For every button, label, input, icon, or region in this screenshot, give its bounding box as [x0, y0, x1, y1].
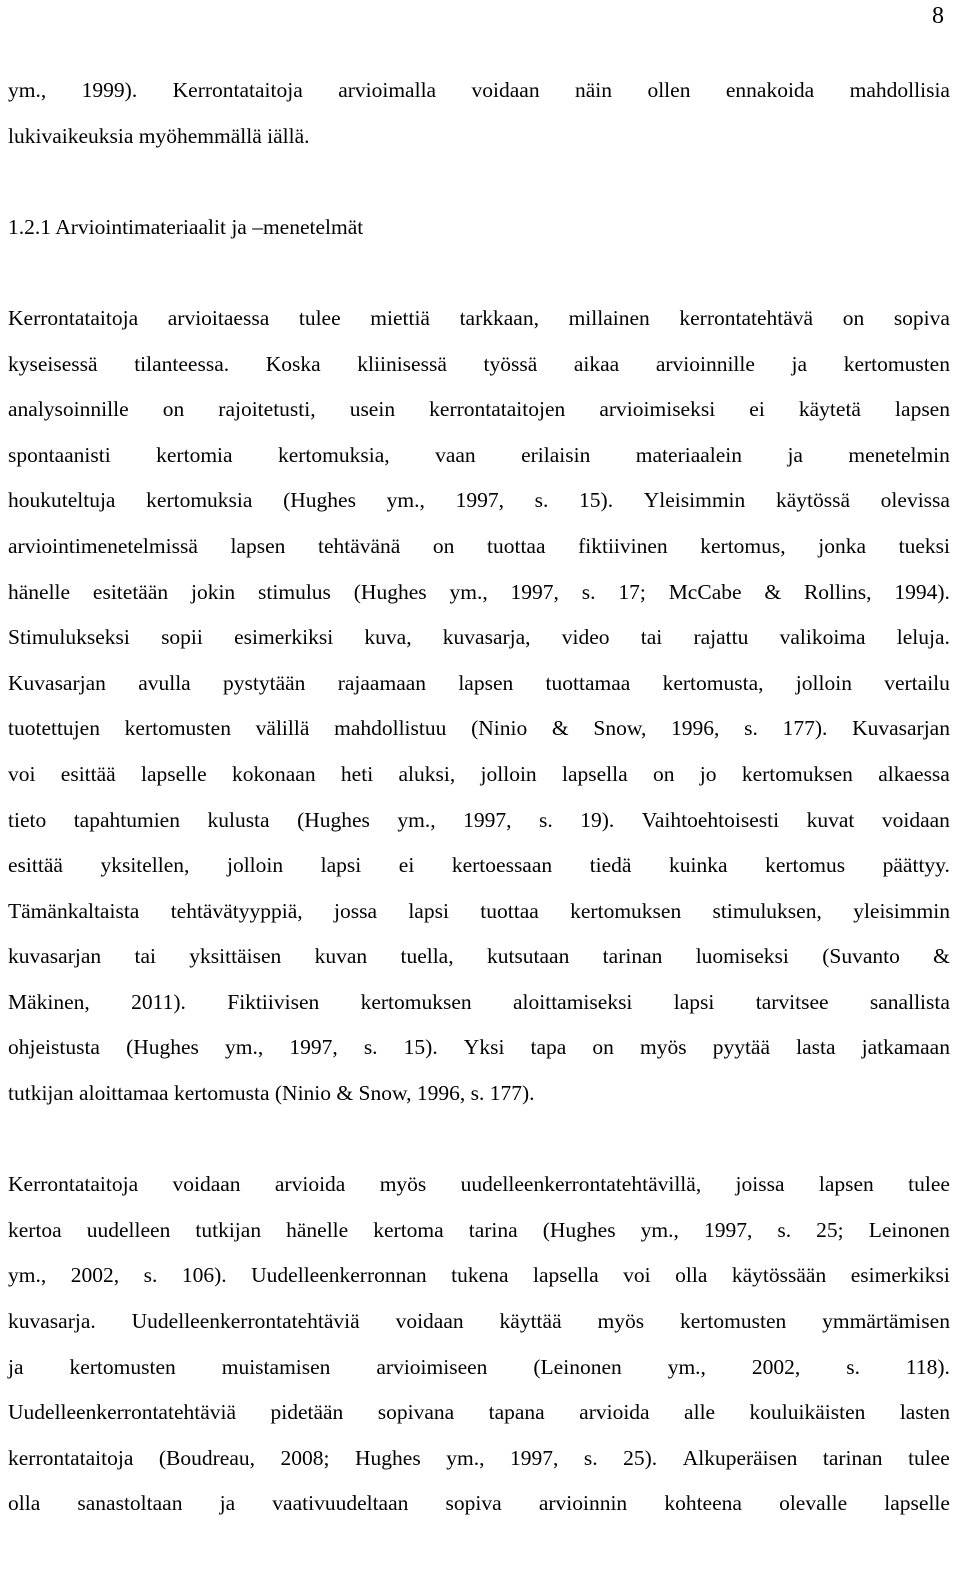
text-line: arviointimenetelmissä lapsen tehtävänä on tuottaa fiktiivinen kertomus, jonka tueksi — [8, 533, 950, 558]
text-line: lukivaikeuksia myöhemmällä iällä. — [8, 123, 310, 148]
text-line: tuotettujen kertomusten välillä mahdollistuu (Ninio & Snow, 1996, s. 177). Kuvasarjan — [8, 716, 950, 741]
intro-paragraph — [8, 68, 950, 159]
text-line: hänelle esitetään jokin stimulus (Hughes ym., 1997, s. 17; McCabe & Rollins, 1994). — [8, 579, 950, 604]
text-line: ja kertomusten muistamisen arvioimiseen (Leinonen ym., 2002, s. 118). — [8, 1354, 950, 1379]
text-line: ym., 2002, s. 106). Uudelleenkerronnan tukena lapsella voi olla käytössään esimerkiksi — [8, 1263, 950, 1288]
text-line: kuvasarja. Uudelleenkerrontatehtäviä voidaan käyttää myös kertomusten ymmärtämisen — [8, 1309, 950, 1334]
page-number: 8 — [932, 3, 944, 29]
text-line: Kuvasarjan avulla pystytään rajaamaan lapsen tuottamaa kertomusta, jolloin vertailu — [8, 670, 950, 695]
text-line: ohjeistusta (Hughes ym., 1997, s. 15). Yksi tapa on myös pyytää lasta jatkamaan — [8, 1035, 950, 1060]
text-line: kerrontataitoja (Boudreau, 2008; Hughes ym., 1997, s. 25). Alkuperäisen tarinan tulee — [8, 1445, 950, 1470]
section-heading: 1.2.1 Arviointimateriaalit ja –menetelmät — [8, 214, 364, 239]
paragraph-gap — [8, 159, 950, 205]
paragraph-gap — [8, 250, 950, 296]
text-line: houkuteltuja kertomuksia (Hughes ym., 1997, s. 15). Yleisimmin käytössä olevissa — [8, 488, 950, 513]
text-line: kyseisessä tilanteessa. Koska kliinisessä työssä aikaa arvioinnille ja kertomusten — [8, 351, 950, 376]
text-line: Tämänkaltaista tehtävätyyppiä, jossa lapsi tuottaa kertomuksen stimuluksen, yleisimmin — [8, 898, 950, 923]
text-line: olla sanastoltaan ja vaativuudeltaan sopiva arvioinnin kohteena olevalle lapselle — [8, 1491, 950, 1516]
text-line: Kerrontataitoja arvioitaessa tulee miettiä tarkkaan, millainen kerrontatehtävä on sopiva — [8, 305, 950, 330]
document-body — [8, 68, 950, 1527]
text-line: Kerrontataitoja voidaan arvioida myös uudelleenkerrontatehtävillä, joissa lapsen tulee — [8, 1172, 950, 1197]
text-line: esittää yksitellen, jolloin lapsi ei kertoessaan tiedä kuinka kertomus päättyy. — [8, 853, 950, 878]
text-line: voi esittää lapselle kokonaan heti aluksi, jolloin lapsella on jo kertomuksen alkaessa — [8, 761, 950, 786]
text-line: Mäkinen, 2011). Fiktiivisen kertomuksen aloittamiseksi lapsi tarvitsee sanallista — [8, 989, 950, 1014]
text-line: Uudelleenkerrontatehtäviä pidetään sopivana tapana arvioida alle kouluikäisten lasten — [8, 1400, 950, 1425]
text-line: spontaanisti kertomia kertomuksia, vaan erilaisin materiaalein ja menetelmin — [8, 442, 950, 467]
text-line: kuvasarjan tai yksittäisen kuvan tuella, kutsutaan tarinan luomiseksi (Suvanto & — [8, 944, 950, 969]
paragraph-gap — [8, 1117, 950, 1163]
text-line: tieto tapahtumien kulusta (Hughes ym., 1997, s. 19). Vaihtoehtoisesti kuvat voidaan — [8, 807, 950, 832]
text-line: ym., 1999). Kerrontataitoja arvioimalla voidaan näin ollen ennakoida mahdollisia — [8, 78, 950, 102]
text-line: Stimulukseksi sopii esimerkiksi kuva, kuvasarja, video tai rajattu valikoima leluja. — [8, 625, 950, 650]
paragraph-1 — [8, 296, 950, 1117]
text-line: kertoa uudelleen tutkijan hänelle kertoma tarina (Hughes ym., 1997, s. 25; Leinonen — [8, 1217, 950, 1242]
paragraph-2 — [8, 1162, 950, 1527]
text-line: analysoinnille on rajoitetusti, usein kerrontataitojen arvioimiseksi ei käytetä lapsen — [8, 397, 950, 422]
text-line: tutkijan aloittamaa kertomusta (Ninio & Snow, 1996, s. 177). — [8, 1081, 535, 1106]
